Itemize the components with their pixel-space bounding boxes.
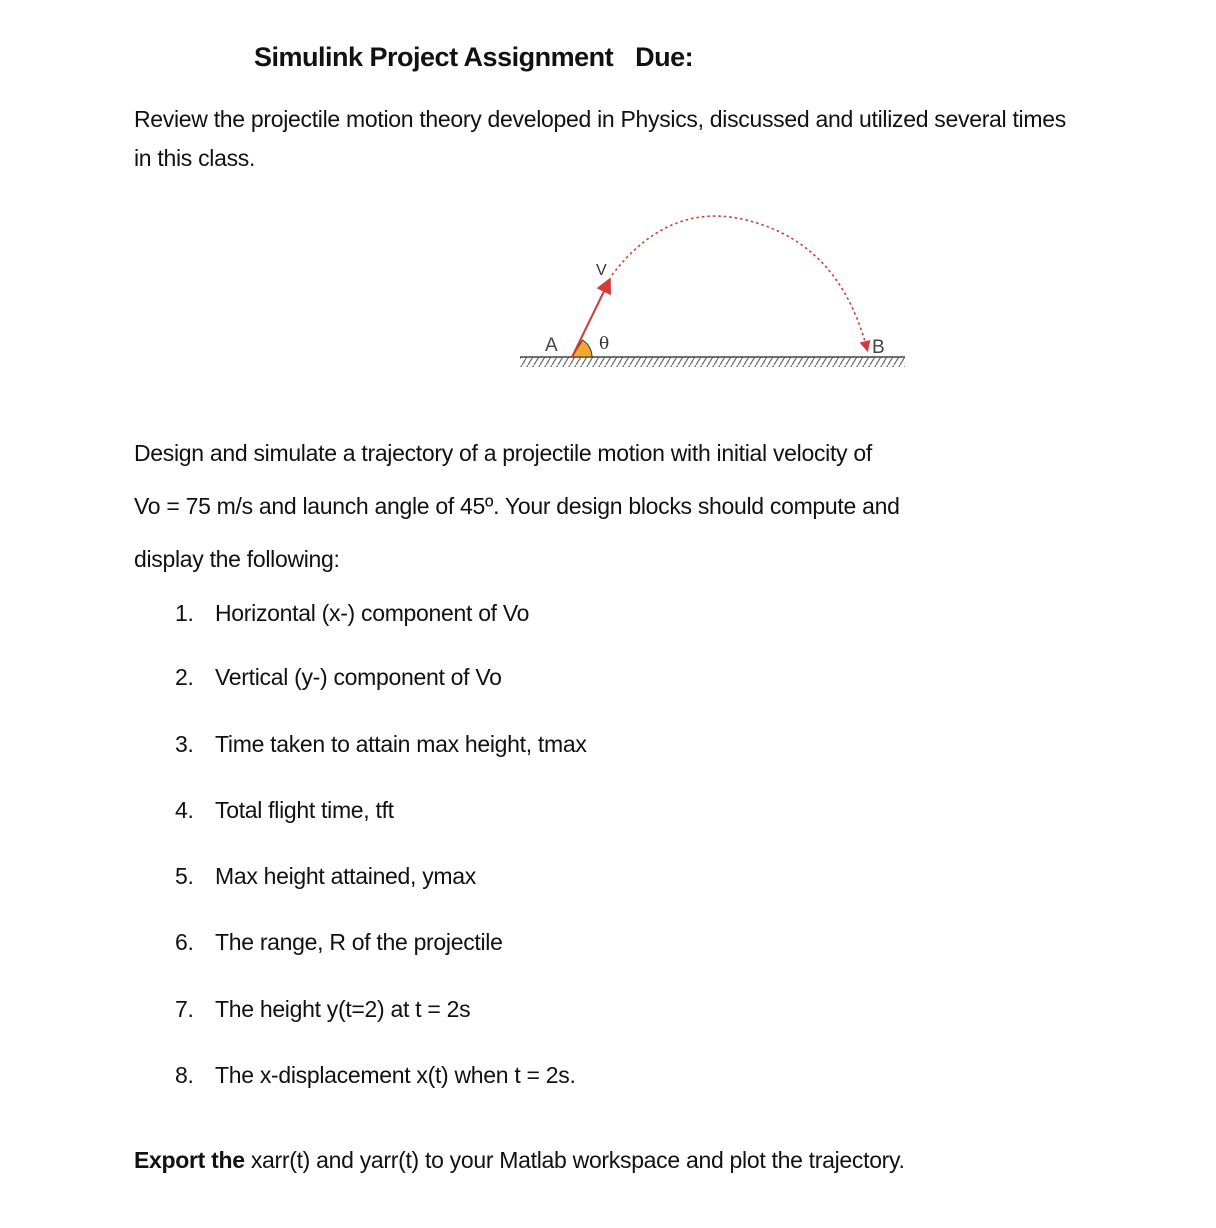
export-instruction	[134, 1147, 905, 1174]
list-item-number: 5.	[175, 863, 194, 889]
list-item-text: Total flight time, tft	[215, 797, 394, 823]
design-line-2: Vo = 75 m/s and launch angle of 45º. Your design blocks should compute and	[134, 493, 900, 519]
ground-hatch	[520, 357, 905, 367]
list-item-number: 8.	[175, 1062, 194, 1088]
design-line-1: Design and simulate a trajectory of a projectile motion with initial velocity of	[134, 440, 872, 466]
page-title	[254, 42, 693, 73]
projectile-diagram	[510, 205, 910, 385]
title-main: Simulink Project Assignment	[254, 42, 614, 72]
list-item-text: The range, R of the projectile	[215, 929, 503, 955]
list-item-number: 4.	[175, 797, 194, 823]
list-item	[175, 600, 529, 627]
label-b: B	[872, 337, 885, 358]
list-item	[175, 996, 470, 1023]
list-item	[175, 929, 503, 956]
label-a: A	[545, 335, 558, 356]
list-item-number: 3.	[175, 731, 194, 757]
design-line-3: display the following:	[134, 546, 340, 572]
list-item	[175, 797, 394, 824]
export-rest: xarr(t) and yarr(t) to your Matlab workspace and plot the trajectory.	[244, 1147, 905, 1173]
export-bold: Export the	[134, 1147, 245, 1173]
angle-wedge	[572, 340, 592, 357]
list-item	[175, 731, 587, 758]
label-theta: θ	[599, 334, 610, 354]
label-v: V	[596, 262, 607, 279]
list-item-text: Vertical (y-) component of Vo	[215, 664, 502, 690]
intro-line-2: in this class.	[134, 145, 256, 171]
list-item	[175, 1062, 576, 1089]
list-item-number: 6.	[175, 929, 194, 955]
list-item	[175, 664, 502, 691]
intro-paragraph	[134, 100, 1194, 178]
list-item-number: 7.	[175, 996, 194, 1022]
list-item-number: 2.	[175, 664, 194, 690]
list-item-text: The x-displacement x(t) when t = 2s.	[215, 1062, 576, 1088]
intro-line-1: Review the projectile motion theory developed in Physics, discussed and utilized several times	[134, 106, 1066, 132]
list-item-text: Max height attained, ymax	[215, 863, 476, 889]
list-item-text: Time taken to attain max height, tmax	[215, 731, 587, 757]
list-item-text: Horizontal (x-) component of Vo	[215, 600, 530, 626]
list-item-text: The height y(t=2) at t = 2s	[215, 996, 471, 1022]
list-item-number: 1.	[175, 600, 194, 626]
title-due: Due:	[635, 42, 694, 72]
list-item	[175, 863, 476, 890]
trajectory-path	[612, 216, 867, 349]
